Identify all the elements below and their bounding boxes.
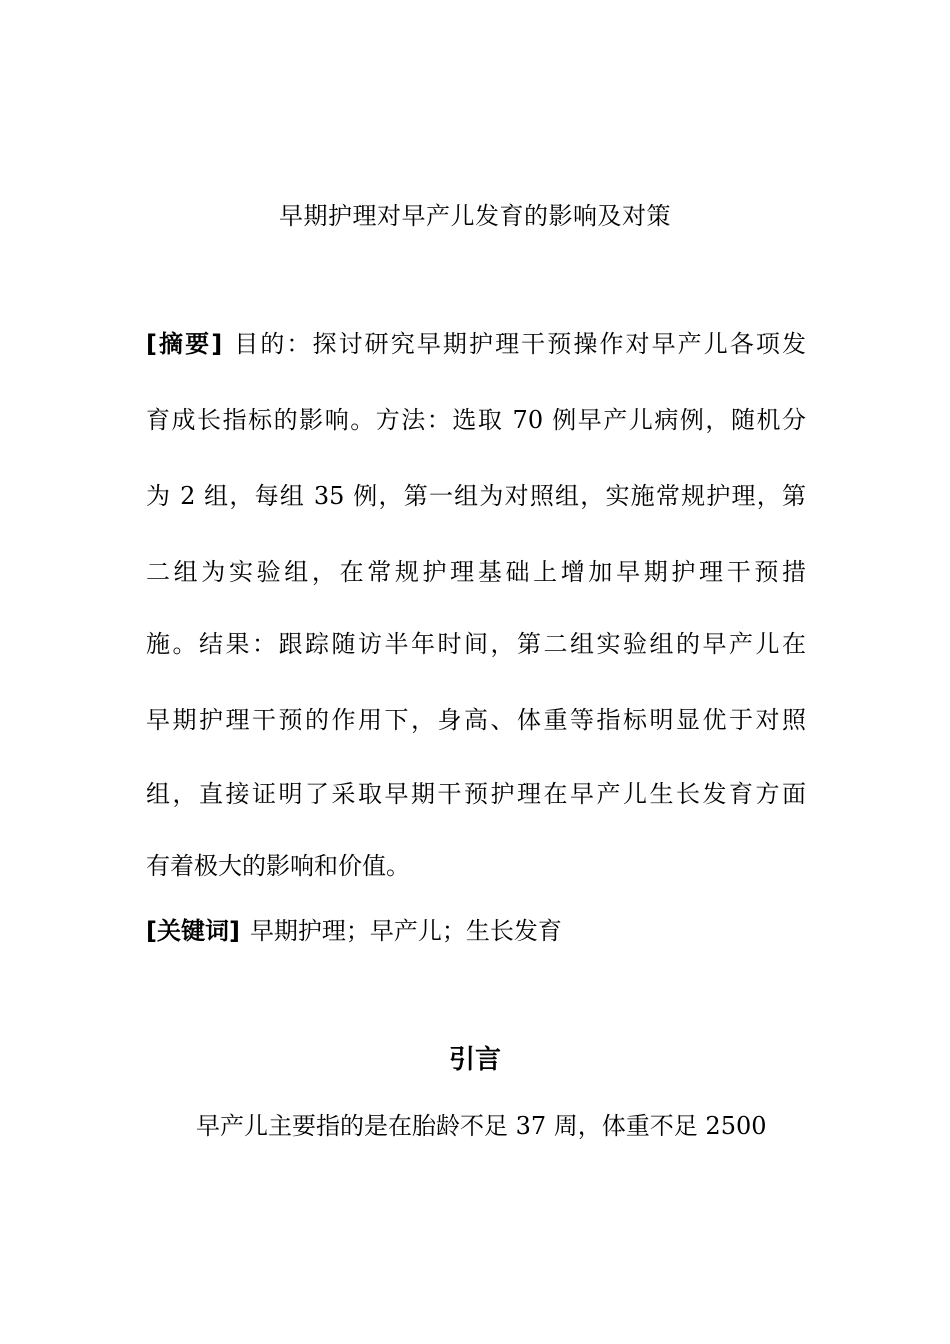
abstract-label: [摘要] <box>146 330 223 358</box>
keywords-line <box>146 911 562 951</box>
abstract-line-4: 二组为实验组，在常规护理基础上增加早期护理干预措 <box>146 558 806 586</box>
abstract-line-8: 有着极大的影响和价值。 <box>146 852 410 880</box>
introduction-first-line: 早产儿主要指的是在胎龄不足 37 周，体重不足 2500 <box>196 1112 767 1140</box>
abstract-line-5: 施。结果：跟踪随访半年时间，第二组实验组的早产儿在 <box>146 630 806 658</box>
abstract-line-3: 为 2 组，每组 35 例，第一组为对照组，实施常规护理，第 <box>146 482 806 510</box>
section-heading-introduction: 引言 <box>448 1045 501 1075</box>
abstract-line-1 <box>146 324 806 364</box>
keywords-label: [关键词] <box>146 917 240 945</box>
abstract-line-7: 组，直接证明了采取早期干预护理在早产儿生长发育方面 <box>146 780 806 808</box>
abstract-line-2: 育成长指标的影响。方法：选取 70 例早产儿病例，随机分 <box>146 406 806 434</box>
abstract-line-6: 早期护理干预的作用下，身高、体重等指标明显优于对照 <box>146 706 806 734</box>
document-title: 早期护理对早产儿发育的影响及对策 <box>279 202 671 230</box>
abstract-text: 目的：探讨研究早期护理干预操作对早产儿各项发 <box>232 330 807 358</box>
keywords-text: 早期护理；早产儿；生长发育 <box>249 917 562 945</box>
